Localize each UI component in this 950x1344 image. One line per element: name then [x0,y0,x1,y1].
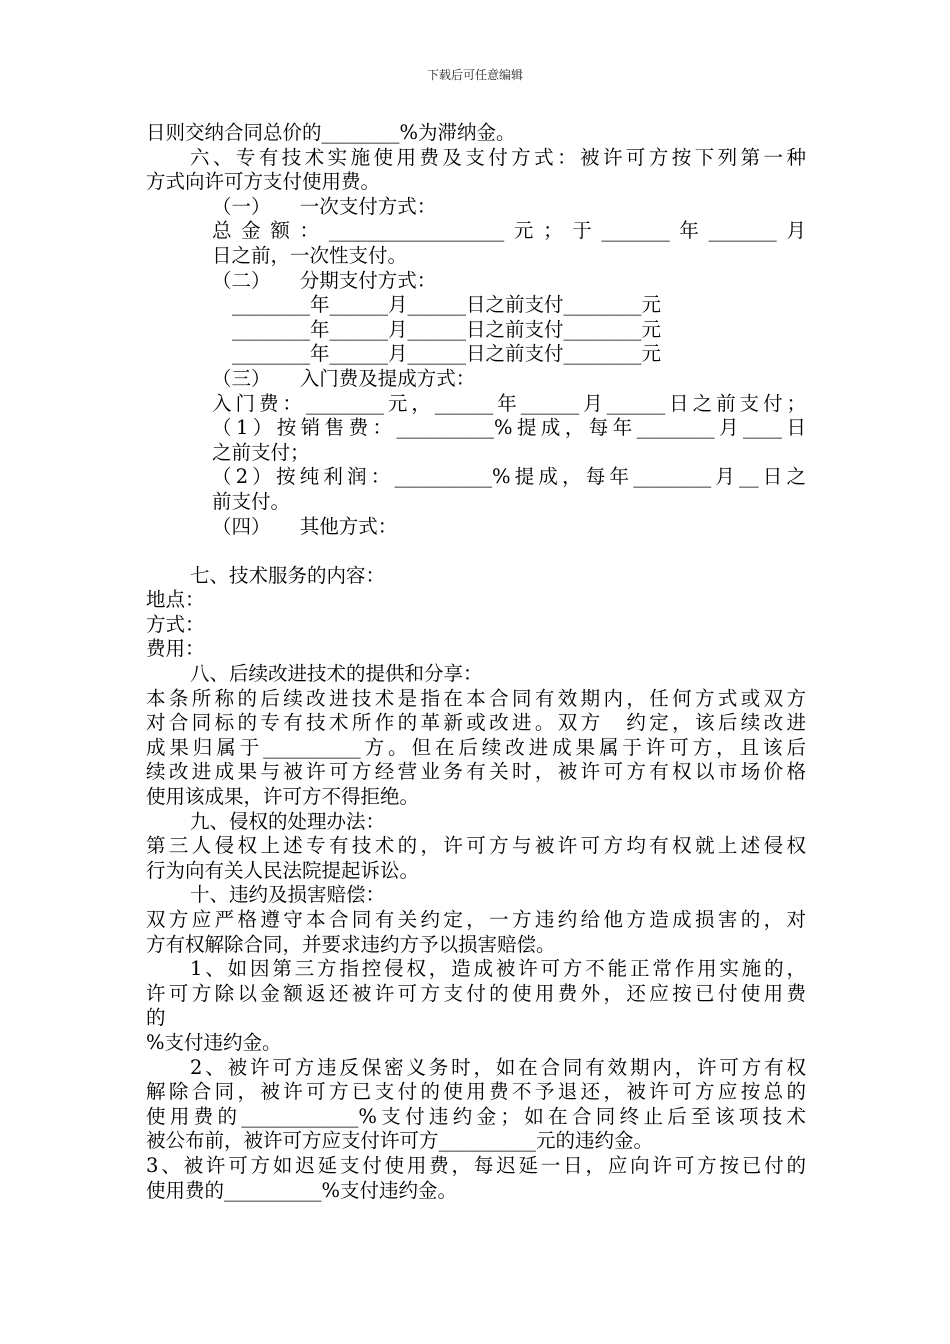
text-line: （三） 入门费及提成方式： [212,366,476,390]
text-line: ________年______月______日之前支付________元 [232,342,662,366]
text-line: 十、违约及损害赔偿： [190,883,386,907]
text-line: 方式向许可方支付使用费。 [146,170,381,194]
text-line: 1、如因第三方指控侵权，造成被许可方不能正常作用实施的， [190,957,806,981]
text-line: 日之前，一次性支付。 [212,243,408,267]
text-line: 行为向有关人民法院提起诉讼。 [146,858,420,882]
blank-line [146,539,806,564]
text-line: 之前支付； [212,440,310,464]
text-line: 使用该成果，许可方不得拒绝。 [146,785,420,809]
text-line: 八、后续改进技术的提供和分享： [190,662,483,686]
text-line: （1）按销售费：__________%提成，每年________月____日 [212,416,806,440]
text-line: ________年______月______日之前支付________元 [232,317,662,341]
text-line: 入门费：________元，______年______月______日之前支付； [212,391,806,415]
text-line: ________年______月______日之前支付________元 [232,293,662,317]
text-line: 使用费的____________%支付违约金；如在合同终止后至该项技术 [146,1104,806,1128]
text-line: 2、被许可方违反保密义务时，如在合同有效期内，许可方有权 [190,1055,806,1079]
text-line: 前支付。 [212,489,291,513]
text-line: 日则交纳合同总价的________%为滞纳金。 [146,121,516,144]
text-line: 总金额：__________________元；于_______年_______月 [212,219,806,243]
text-line: 许可方除以金额返还被许可方支付的使用费外，还应按已付使用费 [146,981,806,1005]
text-line: 续改进成果与被许可方经营业务有关时，被许可方有权以市场价格 [146,760,806,784]
text-line: 3、被许可方如迟延支付使用费，每迟延一日，应向许可方按已付的 [146,1153,806,1177]
text-line: 六、专有技术实施使用费及支付方式：被许可方按下列第一种 [190,145,806,169]
text-line: 九、侵权的处理办法： [190,809,386,833]
text-line: 双方应严格遵守本合同有关约定，一方违约给他方造成损害的，对 [146,908,806,931]
text-line: （四） 其他方式： [212,514,398,538]
text-line: 成果归属于__________方。但在后续改进成果属于许可方，且该后 [146,735,806,759]
text-line: 第三人侵权上述专有技术的，许可方与被许可方均有权就上述侵权 [146,834,806,858]
text-line: 被公布前，被许可方应支付许可方__________元的违约金。 [146,1129,654,1153]
text-line: 的 [146,1006,166,1030]
text-line: 方式： [146,612,205,636]
text-line: 对合同标的专有技术所作的革新或改进。双方 约定，该后续改进 [146,711,806,735]
text-line: （2）按纯利润：__________%提成，每年________月__日之 [212,465,806,489]
text-line: 使用费的__________%支付违约金。 [146,1178,458,1202]
text-line: 方有权解除合同，并要求违约方予以损害赔偿。 [146,932,556,956]
text-line: 地点： [146,588,205,612]
text-line: （二） 分期支付方式： [212,268,437,292]
text-line: 费用： [146,637,205,661]
text-line: 七、技术服务的内容： [190,563,386,587]
text-line: （一） 一次支付方式： [212,194,437,218]
page-header: 下载后可任意编辑 [426,68,523,82]
document-body [146,121,806,1203]
text-line: %支付违约金。 [146,1030,282,1054]
text-line: 解除合同，被许可方已支付的使用费不予退还，被许可方应按总的 [146,1080,806,1104]
text-line: 本条所称的后续改进技术是指在本合同有效期内，任何方式或双方 [146,686,806,710]
